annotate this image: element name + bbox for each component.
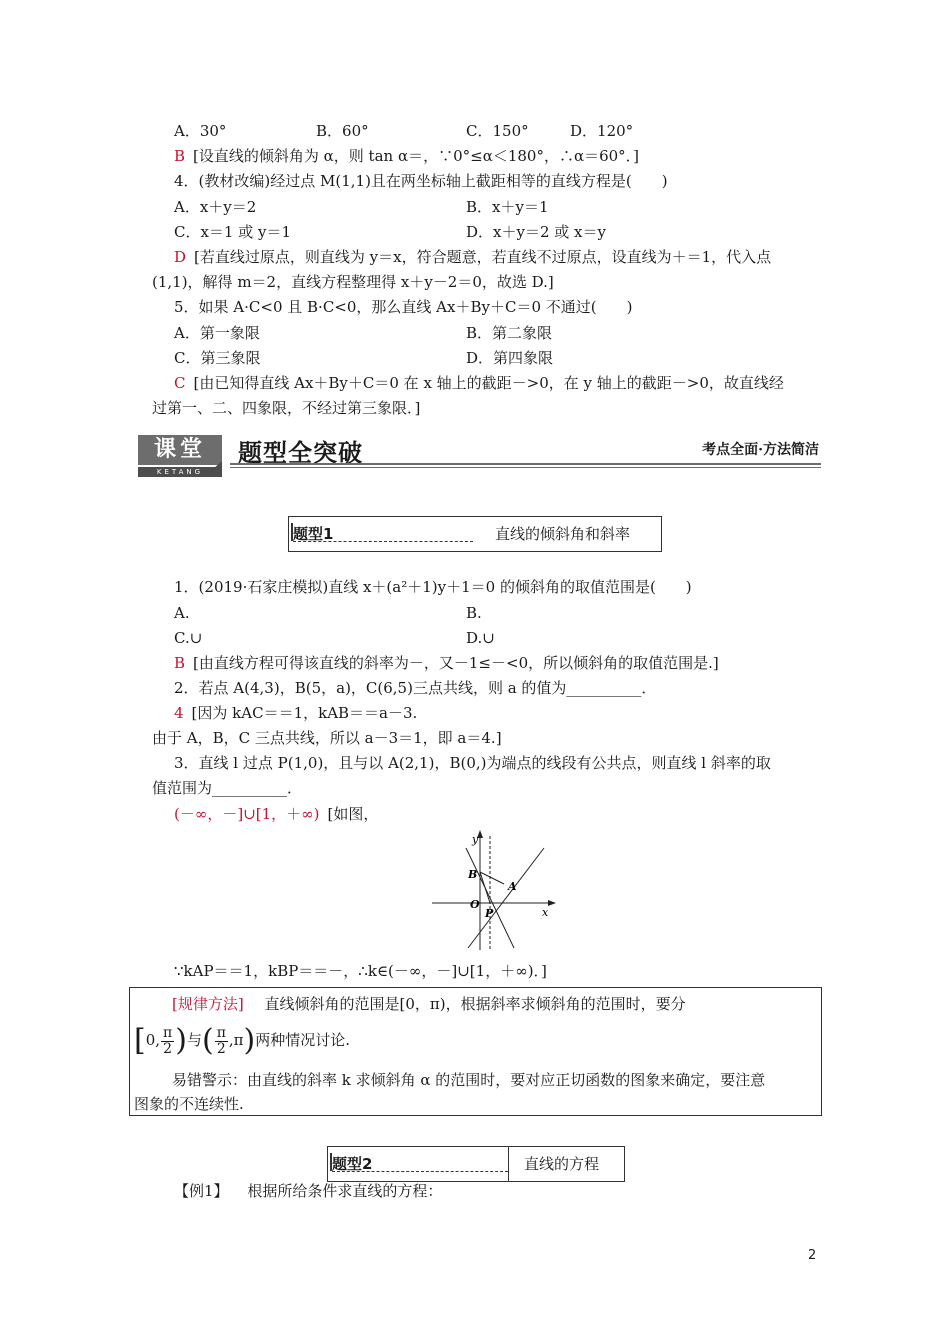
answer-letter: C [174,374,186,392]
answer-line [174,247,771,267]
section-rule [230,463,821,465]
answer-explanation: [因为 kAC＝＝1，kAB＝＝a－3. [191,704,418,722]
answer-line [174,653,719,673]
section-title: 题型全突破 [238,439,363,467]
section-banner [138,433,821,477]
fraction-denominator: 2 [163,1040,173,1057]
option-c: C．150° [466,122,529,140]
interval-pi: π [233,1031,244,1049]
answer-explanation-cont: 由于 A，B，C 三点共线，所以 a－3＝1，即 a＝4.] [152,729,502,747]
point-b-label: B [468,868,478,881]
fraction-numerator: π [163,1024,173,1041]
answer-letter: B [174,654,186,672]
point-p-label: P [485,907,494,920]
question-stem: 5．如果 A·C<0 且 B·C<0，那么直线 Ax＋By＋C＝0 不通过( ) [174,298,633,316]
line-diagram [428,828,558,954]
method-line-1 [172,994,686,1014]
x-axis-arrow [548,900,556,906]
method-text: 直线倾斜角的范围是[0，π)，根据斜率求倾斜角的范围时，要分 [264,995,686,1013]
method-warning: 易错警示：由直线的斜率 k 求倾斜角 α 的范围时，要对应正切函数的图象来确定，要注意 [172,1071,766,1089]
topic-dash-line [332,1171,508,1172]
fraction-numerator: π [216,1024,226,1041]
point-a-label: A [508,880,517,893]
topic-tag: 题型1 [293,525,334,543]
topic-box [327,1146,625,1182]
question-stem-cont: 值范围为__________． [152,779,303,797]
interval-zero: 0, [145,1031,161,1049]
fraction-denominator: 2 [216,1040,226,1057]
example-text: 根据所给条件求直线的方程： [247,1182,443,1200]
option-a: A．30° [174,122,227,140]
method-yu: 与 [186,1031,202,1049]
topic-dash-line [293,541,473,542]
topic-title: 直线的方程 [524,1155,600,1173]
topic-tag: 题型2 [332,1155,373,1173]
method-line-2: [0, $\frac{\pi}{2}$ )与( $\frac{\pi}{2}$ ,π)两种情况讨论. [134,1023,351,1058]
answer-value: (－∞，－]∪[1，＋∞) [174,805,320,823]
question-stem: 4．(教材改编)经过点 M(1,1)且在两坐标轴上截距相等的直线方程是( ) [174,172,668,190]
topic-divider [508,1147,509,1181]
answer-value: 4 [174,704,184,722]
option-a: A．第一象限 [174,324,260,342]
example-label: 【例1】 [174,1182,229,1200]
answer-explanation: [如图， [327,805,379,823]
option-b: B．60° [316,122,369,140]
right-paren: ) [243,1023,256,1058]
answer-letter: D [174,248,187,266]
option-c: C.∪ [174,629,203,647]
answer-line [174,373,784,393]
option-a: A．x＋y＝2 [174,198,257,216]
answer-line [174,146,639,166]
answer-letter: B [174,147,186,165]
answer-explanation-cont: (1,1)，解得 m＝2，直线方程整理得 x＋y－2＝0，故选 D.] [152,273,554,291]
answer-explanation: [由已知得直线 Ax＋By＋C＝0 在 x 轴上的截距－>0，在 y 轴上的截距－>0，故直线经 [193,374,784,392]
topic-box [288,516,662,552]
example-line [174,1181,442,1201]
method-box [129,987,822,1116]
page-number: 2 [808,1248,817,1263]
option-b: B．第二象限 [466,324,553,342]
y-axis-label: y [472,833,479,846]
option-d: D.∪ [466,629,495,647]
method-text-2: 两种情况讨论. [255,1031,351,1049]
question-stem: 2．若点 A(4,3)，B(5，a)，C(6,5)三点共线，则 a 的值为__________． [174,679,657,697]
method-tag: [规律方法] [172,995,244,1013]
answer-explanation: [若直线过原点，则直线为 y＝x，符合题意，若直线不过原点，设直线为＋＝1，代入点 [194,248,772,266]
section-rule-thin [230,467,821,468]
x-axis-label: x [542,906,549,919]
fraction-pi-over-2 [161,1026,174,1057]
question-stem: 3．直线 l 过点 P(1,0)，且与以 A(2,1)，B(0,)为端点的线段有公共点，则直线 l 斜率的取 [174,754,771,772]
option-b: B. [466,604,482,622]
origin-label: O [470,898,480,911]
option-c: C．x＝1 或 y＝1 [174,223,292,241]
section-badge-sub: KETANG [138,467,222,477]
left-paren: ( [201,1023,214,1058]
option-d: D．120° [570,122,634,140]
option-c: C．第三象限 [174,349,261,367]
option-b: B．x＋y＝1 [466,198,549,216]
left-bracket: [ [134,1023,146,1058]
badge-wedge-decoration [204,461,222,477]
option-d: D．第四象限 [466,349,554,367]
answer-explanation: [设直线的倾斜角为 α，则 tan α＝，∵0°≤α＜180°，∴α＝60°．] [193,147,640,165]
section-badge: 课堂 [138,435,222,465]
answer-explanation-cont: 过第一、二、四象限，不经过第三象限．] [152,399,421,417]
option-d: D．x＋y＝2 或 x＝y [466,223,606,241]
topic-title: 直线的倾斜角和斜率 [495,525,631,543]
section-tagline: 考点全面·方法简洁 [702,442,819,458]
option-a: A. [174,604,190,622]
answer-explanation: [由直线方程可得该直线的斜率为－，又－1≤－<0，所以倾斜角的取值范围是.] [193,654,719,672]
answer-line [174,804,378,824]
method-warning-cont: 图象的不连续性. [134,1095,244,1113]
answer-line [174,703,417,723]
answer-conclusion: ∵kAP＝＝1，kBP＝＝－，∴k∈(－∞，－]∪[1，＋∞)．] [174,962,547,980]
right-paren: ) [175,1023,187,1058]
question-stem: 1．(2019·石家庄模拟)直线 x＋(a²＋1)y＋1＝0 的倾斜角的取值范围是( ) [174,578,692,596]
fraction-pi-over-2 [215,1026,228,1057]
